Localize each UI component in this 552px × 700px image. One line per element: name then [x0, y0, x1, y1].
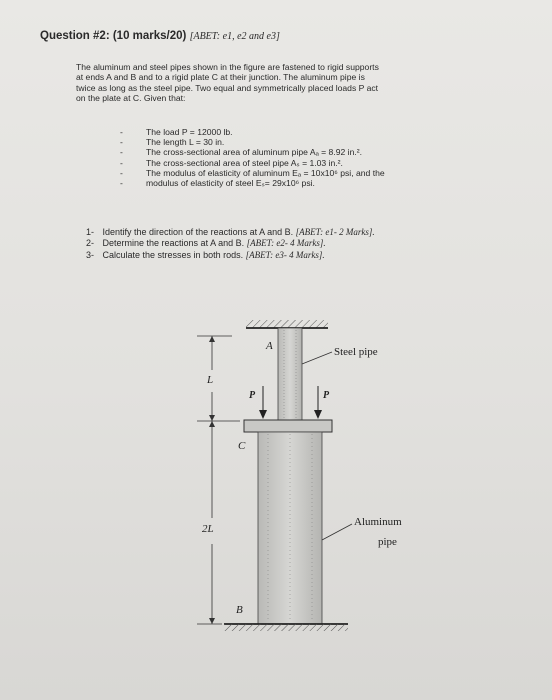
task-number: 3-	[86, 249, 95, 260]
label-p-right: P	[323, 390, 330, 401]
steel-pipe	[278, 328, 302, 420]
label-2l: 2L	[202, 523, 214, 535]
intro-line-2: at ends A and B and to a rigid plate C at their junction. The aluminum pipe is	[76, 72, 365, 83]
intro-line-1: The aluminum and steel pipes shown in the figure are fastened to rigid supports	[76, 62, 379, 72]
given-load: - The load P = 12000 lb.	[120, 127, 540, 137]
task-text: Identify the direction of the reactions at A and B.	[102, 227, 294, 237]
top-support-hatch	[246, 320, 328, 328]
task-abet: [ABET: e2- 4 Marks].	[246, 238, 326, 249]
dim-l-arrow-down	[209, 415, 215, 421]
intro-line-4: on the plate at C. Given that:	[76, 93, 186, 104]
given-modulus-steel: - modulus of elasticity of steel Eₛ= 29x10⁶ psi.	[120, 178, 540, 188]
dim-2l-arrow-down	[209, 618, 215, 624]
steel-pipe-leader	[302, 352, 332, 364]
given-length: - The length L = 30 in.	[120, 137, 540, 147]
label-p-left: P	[249, 390, 256, 401]
load-p-left-arrowhead	[259, 410, 267, 419]
steel-pipe-label: Steel pipe	[334, 346, 378, 358]
task-number: 1-	[86, 227, 95, 237]
given-area-aluminum: - The cross-sectional area of aluminum pipe Aₐ = 8.92 in.².	[120, 147, 540, 157]
question-heading: Question #2: (10 marks/20)	[40, 30, 187, 42]
load-p-right-arrowhead	[314, 410, 322, 419]
aluminum-pipe-label-2: pipe	[378, 536, 397, 548]
dim-2l-arrow-up	[209, 421, 215, 427]
intro-line-3: twice as long as the steel pipe. Two equal and symmetrically placed loads P act	[76, 82, 379, 93]
task-abet: [ABET: e3- 4 Marks].	[245, 249, 325, 260]
task-abet: [ABET: e1- 2 Marks].	[295, 227, 375, 237]
task-number: 2-	[86, 238, 95, 249]
label-a: A	[266, 340, 273, 352]
aluminum-pipe-leader	[322, 524, 352, 540]
aluminum-pipe-label-1: Aluminum	[354, 516, 402, 528]
dim-l-arrow-up	[209, 336, 215, 342]
bottom-support-hatch	[224, 624, 348, 631]
aluminum-pipe	[258, 432, 322, 624]
label-c: C	[238, 440, 246, 452]
rigid-plate-c	[244, 420, 332, 432]
label-b: B	[236, 604, 243, 616]
label-l: L	[207, 374, 214, 386]
given-modulus-aluminum: - The modulus of elasticity of aluminum Eₐ = 10x10⁶ psi, and the	[120, 168, 540, 178]
task-text: Calculate the stresses in both rods.	[102, 249, 244, 260]
task-text: Determine the reactions at A and B.	[102, 238, 245, 249]
question-abet-tag: [ABET: e1, e2 and e3]	[189, 31, 280, 42]
given-area-steel: - The cross-sectional area of steel pipe Aₛ = 1.03 in.².	[120, 158, 540, 168]
